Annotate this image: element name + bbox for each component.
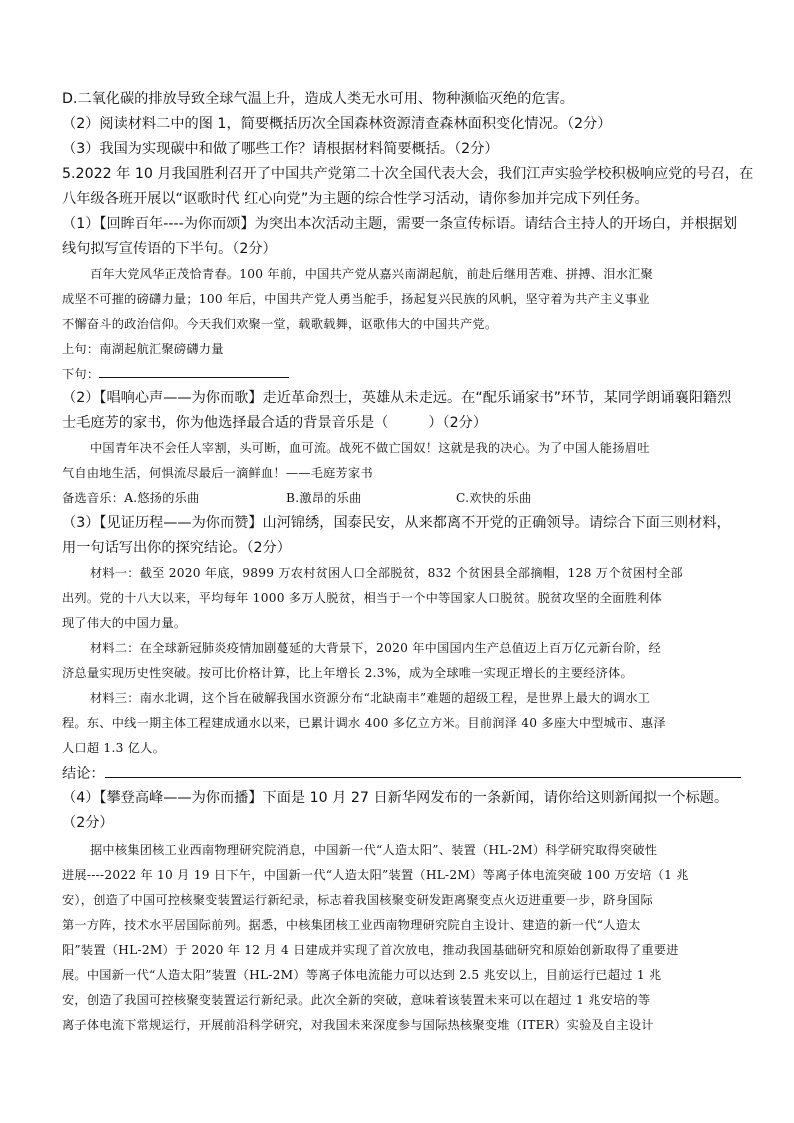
material-3-line-1: 材料三：南水北调，这个旨在破解我国水资源分布“北缺南丰”难题的超级工程，是世界上最大的调水工: [90, 691, 651, 705]
host-speech-line-2: 成坚不可摧的磅礴力量；100 年后，中国共产党人勇当舵手，扬起复兴民族的风帆，坚守着为共产主义事业: [62, 292, 650, 306]
q5-task2-question-1: （2）【唱响心声——为你而歌】走近革命烈士，英雄从未走远。在“配乐诵家书”环节，某同学朗诵襄阳籍烈: [62, 390, 732, 406]
slogan-lower-row: [62, 363, 289, 384]
music-option-c: C.欢快的乐曲: [456, 491, 532, 505]
music-options-label: 备选音乐：: [62, 491, 125, 505]
q4-sub2-question: （2）阅读材料二中的图 1，简要概括历次全国森林资源清查森林面积变化情况。（2分）: [62, 116, 612, 132]
news-line-7: 安，创造了我国可控核聚变装置运行新纪录。此次全新的突破，意味着该装置未来可以在超过 1 兆安培的等: [62, 993, 651, 1007]
material-1-line-1: 材料一：截至 2020 年底，9899 万农村贫困人口全部脱贫，832 个贫困县全部摘帽，128 万个贫困村全部: [90, 566, 683, 580]
q5-task3-question-2: 用一句话写出你的探究结论。（2分）: [62, 540, 291, 556]
host-speech-line-3: 不懈奋斗的政治信仰。今天我们欢聚一堂，载歌载舞，讴歌伟大的中国共产党。: [62, 317, 498, 331]
q5-task2-question-2: [62, 413, 487, 433]
news-line-3: 安），创造了中国可控核聚变装置运行新纪录，标志着我国核聚变研发距离聚变点火迈进重要一步，跻身国际: [62, 893, 653, 907]
q5-task3-question-1: （3）【见证历程——为你而赞】山河锦绣，国泰民安，从来都离不开党的正确领导。请综合下面三则材料，: [62, 515, 731, 531]
material-3-line-3: 人口超 1.3 亿人。: [62, 741, 166, 755]
family-letter-line-1: 中国青年决不会任人宰割，头可断，血可流。战死不做亡国奴！这就是我的决心。为了中国人能扬眉吐: [90, 441, 650, 455]
news-line-4: 第一方阵，技术水平居国际前列。据悉，中核集团核工业西南物理研究院自主设计、建造的新一代“人造太: [62, 918, 641, 932]
slogan-lower-label: 下句：: [62, 367, 100, 381]
conclusion-label: 结论：: [62, 766, 105, 782]
news-line-2: 进展----2022 年 10 月 19 日下午，中国新一代“人造太阳”装置（HL-2M）等离子体电流突破 100 万安培（1 兆: [62, 868, 689, 882]
q4-option-d: D.二氧化碳的排放导致全球气温上升，造成人类无水可用、物种濒临灭绝的危害。: [62, 91, 574, 107]
q5-intro-line-2: 八年级各班开展以“讴歌时代 红心向党”为主题的综合性学习活动，请你参加并完成下列任务。: [62, 191, 649, 207]
slogan-upper-line: 上句：南湖起航汇聚磅礴力量: [62, 342, 224, 356]
news-line-8: 离子体电流下常规运行，开展前沿科学研究，对我国未来深度参与国际热核聚变堆（ITER）实验及自主设计: [62, 1018, 654, 1032]
conclusion-answer-blank[interactable]: [105, 763, 741, 778]
q5-intro-line-1: 5.2022 年 10 月我国胜利召开了中国共产党第二十次全国代表大会，我们江声实验学校积极响应党的号召，在: [62, 166, 754, 182]
music-option-a: A.悠扬的乐曲: [124, 491, 200, 505]
q5-task4-question-1: （4）【攀登高峰——为你而播】下面是 10 月 27 日新华网发布的一条新闻，请你给这则新闻拟一个标题。: [62, 790, 729, 806]
material-3-line-2: 程。东、中线一期主体工程建成通水以来，已累计调水 400 多亿立方米。目前润泽 40 多座大中型城市、惠泽: [62, 716, 666, 730]
news-line-5: 阳”装置（HL-2M）于 2020 年 12 月 4 日建成并实现了首次放电，推动我国基础研究和原始创新取得了重要进: [62, 943, 679, 957]
music-option-b: B.激昂的乐曲: [286, 491, 362, 505]
family-letter-line-2: 气自由地生活，何惧流尽最后一滴鲜血！——毛庭芳家书: [62, 466, 373, 480]
conclusion-row: [62, 763, 741, 784]
host-speech-line-1: 百年大党风华正茂恰青春。100 年前，中国共产党从嘉兴南湖起航，前赴后继用苦难、拼搏、泪水汇聚: [90, 267, 653, 281]
q5-task4-question-2: （2分）: [62, 815, 114, 831]
q5-task2-question-2b: ）（2分）: [428, 415, 488, 431]
material-2-line-1: 材料二：在全球新冠肺炎疫情加剧蔓延的大背景下，2020 年中国国内生产总值迈上百万亿元新台阶，经: [90, 641, 661, 655]
news-line-1: 据中核集团核工业西南物理研究院消息，中国新一代“人造太阳”、装置（HL-2M）科学研究取得突破性: [90, 843, 658, 857]
material-1-line-3: 现了伟大的中国力量。: [62, 616, 187, 630]
material-1-line-2: 出列。党的十八大以来，平均每年 1000 多万人脱贫，相当于一个中等国家人口脱贫。脱贫攻坚的全面胜利体: [62, 591, 662, 605]
q5-task2-question-2a: 士毛庭芳的家书，你为他选择最合适的背景音乐是（: [62, 415, 389, 431]
material-2-line-2: 济总量实现历史性突破。按可比价格计算，比上年增长 2.3%，成为全球唯一实现正增长的主要经济体。: [62, 666, 633, 680]
q4-sub3-question: （3）我国为实现碳中和做了哪些工作？请根据材料简要概括。（2分）: [62, 141, 499, 157]
music-options-row: [62, 488, 200, 508]
slogan-lower-answer-blank[interactable]: [99, 363, 289, 378]
q5-task1-question-1: （1）【回眸百年----为你而颂】为突出本次活动主题，需要一条宣传标语。请结合主持人的开场白，并根据划: [62, 216, 738, 232]
news-line-6: 展。中国新一代“人造太阳”装置（HL-2M）等离子体电流能力可以达到 2.5 兆安以上，目前运行已超过 1 兆: [62, 968, 662, 982]
q5-task1-question-2: 线句拟写宣传语的下半句。（2分）: [62, 241, 277, 257]
